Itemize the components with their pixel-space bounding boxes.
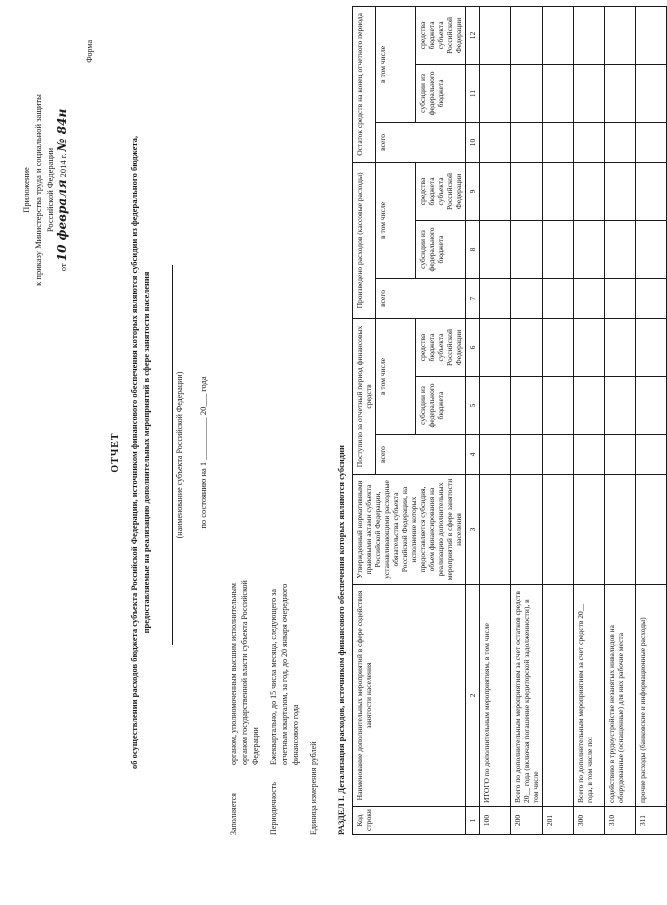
column-number: 5: [466, 377, 480, 435]
value-cell[interactable]: [543, 318, 574, 376]
value-cell[interactable]: [511, 435, 543, 475]
date-prefix: от: [58, 263, 68, 272]
meta-units: [308, 555, 319, 835]
value-cell[interactable]: [574, 122, 605, 162]
table-row: [574, 6, 605, 834]
report-title: ОТЧЕТ: [110, 432, 121, 473]
appendix-line-3: Российской Федерации: [45, 147, 55, 233]
column-number: 1: [466, 807, 480, 835]
date-year: 2014 г.: [58, 153, 68, 178]
value-cell[interactable]: [511, 377, 543, 435]
value-cell[interactable]: [511, 220, 543, 278]
column-number: 3: [466, 475, 480, 585]
header-federal-subsidy: субсидии из федерального бюджета: [416, 377, 466, 435]
value-cell[interactable]: [605, 377, 636, 435]
meta-label: Заполняется: [229, 793, 238, 835]
value-cell[interactable]: [574, 435, 605, 475]
report-date-line: по состоянию на 1 __________ 20___ года: [198, 376, 208, 529]
header-federal-subsidy: субсидии из федерального бюджета: [416, 220, 466, 278]
value-cell[interactable]: [480, 435, 511, 475]
value-cell[interactable]: [511, 475, 543, 585]
report-table: [352, 6, 667, 835]
appendix-line-2: к приказу Министерства труда и социальной защиты: [33, 94, 43, 286]
value-cell[interactable]: [574, 475, 605, 585]
appendix-date-line: [56, 40, 69, 340]
meta-value: органом, уполномоченным высшим исполнительным органом государственной власти субъекта Российской Федерации: [229, 580, 260, 765]
value-cell[interactable]: [543, 122, 574, 162]
value-cell[interactable]: [543, 162, 574, 220]
value-cell[interactable]: [543, 278, 574, 318]
header-total: всего: [376, 435, 466, 475]
handwritten-number: № 84н: [55, 108, 69, 152]
column-number: 8: [466, 220, 480, 278]
value-cell[interactable]: [636, 122, 667, 162]
column-number: 7: [466, 278, 480, 318]
section-1-title: РАЗДЕЛ I. Детализация расходов, источником финансового обеспечения которых являются субсидии: [336, 445, 346, 835]
value-cell[interactable]: [605, 162, 636, 220]
value-cell[interactable]: [605, 220, 636, 278]
row-name: прочие расходы (банковские и информационные расходы): [636, 585, 667, 807]
header-incl: в том числе: [376, 318, 416, 434]
value-cell[interactable]: [605, 64, 636, 122]
value-cell[interactable]: [605, 6, 636, 64]
value-cell[interactable]: [543, 6, 574, 64]
value-cell[interactable]: [480, 220, 511, 278]
header-received: Поступило за отчетный период финансовых средств: [353, 318, 376, 474]
value-cell[interactable]: [511, 162, 543, 220]
value-cell[interactable]: [543, 64, 574, 122]
value-cell[interactable]: [636, 220, 667, 278]
value-cell[interactable]: [511, 318, 543, 376]
header-regional-funds: средства бюджета субъекта Российской Федерации: [416, 162, 466, 220]
row-code: 310: [605, 807, 636, 835]
header-incl: в том числе: [376, 6, 416, 122]
meta-value: рублей: [309, 741, 318, 765]
row-code: 100: [480, 807, 511, 835]
handwritten-date: 10 февраля: [55, 179, 69, 262]
value-cell[interactable]: [636, 435, 667, 475]
value-cell[interactable]: [574, 162, 605, 220]
table-row: [605, 6, 636, 834]
value-cell[interactable]: [511, 6, 543, 64]
region-caption: (наименование субъекта Российской Федерации): [175, 371, 184, 539]
header-federal-subsidy: субсидии из федерального бюджета: [416, 64, 466, 122]
meta-periodicity: [268, 555, 301, 835]
row-name: содействию в трудоустройстве незанятых инвалидов на оборудованные (оснащенные) для них рабочие места: [605, 585, 636, 807]
value-cell[interactable]: [574, 377, 605, 435]
value-cell[interactable]: [636, 64, 667, 122]
meta-value: Ежеквартально, до 15 числа месяца, следующего за отчетным кварталом, за год, до 20 января очередного финансового года: [269, 583, 300, 765]
value-cell[interactable]: [636, 475, 667, 585]
row-name: ИТОГО по дополнительным мероприятиям, в том числе: [480, 585, 511, 807]
value-cell[interactable]: [636, 278, 667, 318]
column-number: 2: [466, 585, 480, 807]
value-cell[interactable]: [480, 278, 511, 318]
table-row: [480, 6, 511, 834]
region-name-line: [172, 265, 173, 645]
column-number: 4: [466, 435, 480, 475]
value-cell[interactable]: [574, 278, 605, 318]
value-cell[interactable]: [605, 475, 636, 585]
value-cell[interactable]: [543, 220, 574, 278]
value-cell[interactable]: [480, 377, 511, 435]
table-row: [636, 6, 667, 834]
row-name: Всего по дополнительным мероприятиям за счет остатков средств 20__ года (включая погашение кредиторской задолженности), в том числе: [511, 585, 543, 807]
row-name: [543, 585, 574, 807]
value-cell[interactable]: [511, 64, 543, 122]
value-cell[interactable]: [480, 122, 511, 162]
report-subtitle: об осуществлении расходов бюджета субъекта Российской Федерации, источником финансового обеспечения которых являются субсидии из федерального бюджета, предоставляемые на реализацию дополнительных мероприятий в сфере занятости населения: [129, 136, 151, 770]
value-cell[interactable]: [605, 318, 636, 376]
value-cell[interactable]: [605, 278, 636, 318]
table-row: [543, 6, 574, 834]
row-code: 201: [543, 807, 574, 835]
table-row: [511, 6, 543, 834]
appendix-block: [20, 40, 69, 340]
value-cell[interactable]: [605, 435, 636, 475]
value-cell[interactable]: [480, 475, 511, 585]
row-code: 311: [636, 807, 667, 835]
column-number: 6: [466, 318, 480, 376]
value-cell[interactable]: [480, 318, 511, 376]
row-name: Всего по дополнительным мероприятиям за счет средств 20__ года, в том числе по:: [574, 585, 605, 807]
header-regional-funds: средства бюджета субъекта Российской Федерации: [416, 318, 466, 376]
table-body: [480, 6, 667, 834]
value-cell[interactable]: [480, 6, 511, 64]
value-cell[interactable]: [511, 122, 543, 162]
value-cell[interactable]: [636, 162, 667, 220]
header-code: Код строки: [353, 807, 466, 835]
value-cell[interactable]: [543, 377, 574, 435]
column-number: 10: [466, 122, 480, 162]
form-label: Форма: [85, 40, 94, 63]
header-spent: Произведено расходов (кассовые расходы): [353, 162, 376, 318]
header-total: всего: [376, 278, 466, 318]
value-cell[interactable]: [543, 435, 574, 475]
value-cell[interactable]: [543, 475, 574, 585]
meta-label: Периодичность: [269, 782, 278, 835]
meta-submitted-by: [228, 555, 261, 835]
header-approved: Утвержденный нормативными правовыми актами субъекта Российской Федерации, устанавливающими расходные обязательства субъекта Российской Федерации, на исполнение которых предоставляется субсидия, объем финансирования на реализацию дополнительных мероприятий в сфере занятости населения: [353, 475, 466, 585]
header-regional-funds: средства бюджета субъекта Российской Федерации: [416, 6, 466, 64]
value-cell[interactable]: [574, 64, 605, 122]
value-cell[interactable]: [480, 64, 511, 122]
value-cell[interactable]: [511, 278, 543, 318]
value-cell[interactable]: [636, 318, 667, 376]
row-code: 300: [574, 807, 605, 835]
value-cell[interactable]: [574, 318, 605, 376]
header-name: Наименование дополнительных мероприятий в сфере содействия занятости населения: [353, 585, 466, 807]
value-cell[interactable]: [636, 6, 667, 64]
row-code: 200: [511, 807, 543, 835]
value-cell[interactable]: [605, 122, 636, 162]
header-balance: Остаток средств на конец отчетного периода: [353, 6, 376, 162]
header-incl: в том числе: [376, 162, 416, 278]
header-total: всего: [376, 122, 466, 162]
value-cell[interactable]: [636, 377, 667, 435]
column-number: 12: [466, 6, 480, 64]
value-cell[interactable]: [574, 6, 605, 64]
value-cell[interactable]: [480, 162, 511, 220]
column-number: 9: [466, 162, 480, 220]
value-cell[interactable]: [574, 220, 605, 278]
column-number: 11: [466, 64, 480, 122]
appendix-line-1: Приложение: [21, 167, 31, 213]
meta-label: Единица измерения: [309, 767, 318, 835]
